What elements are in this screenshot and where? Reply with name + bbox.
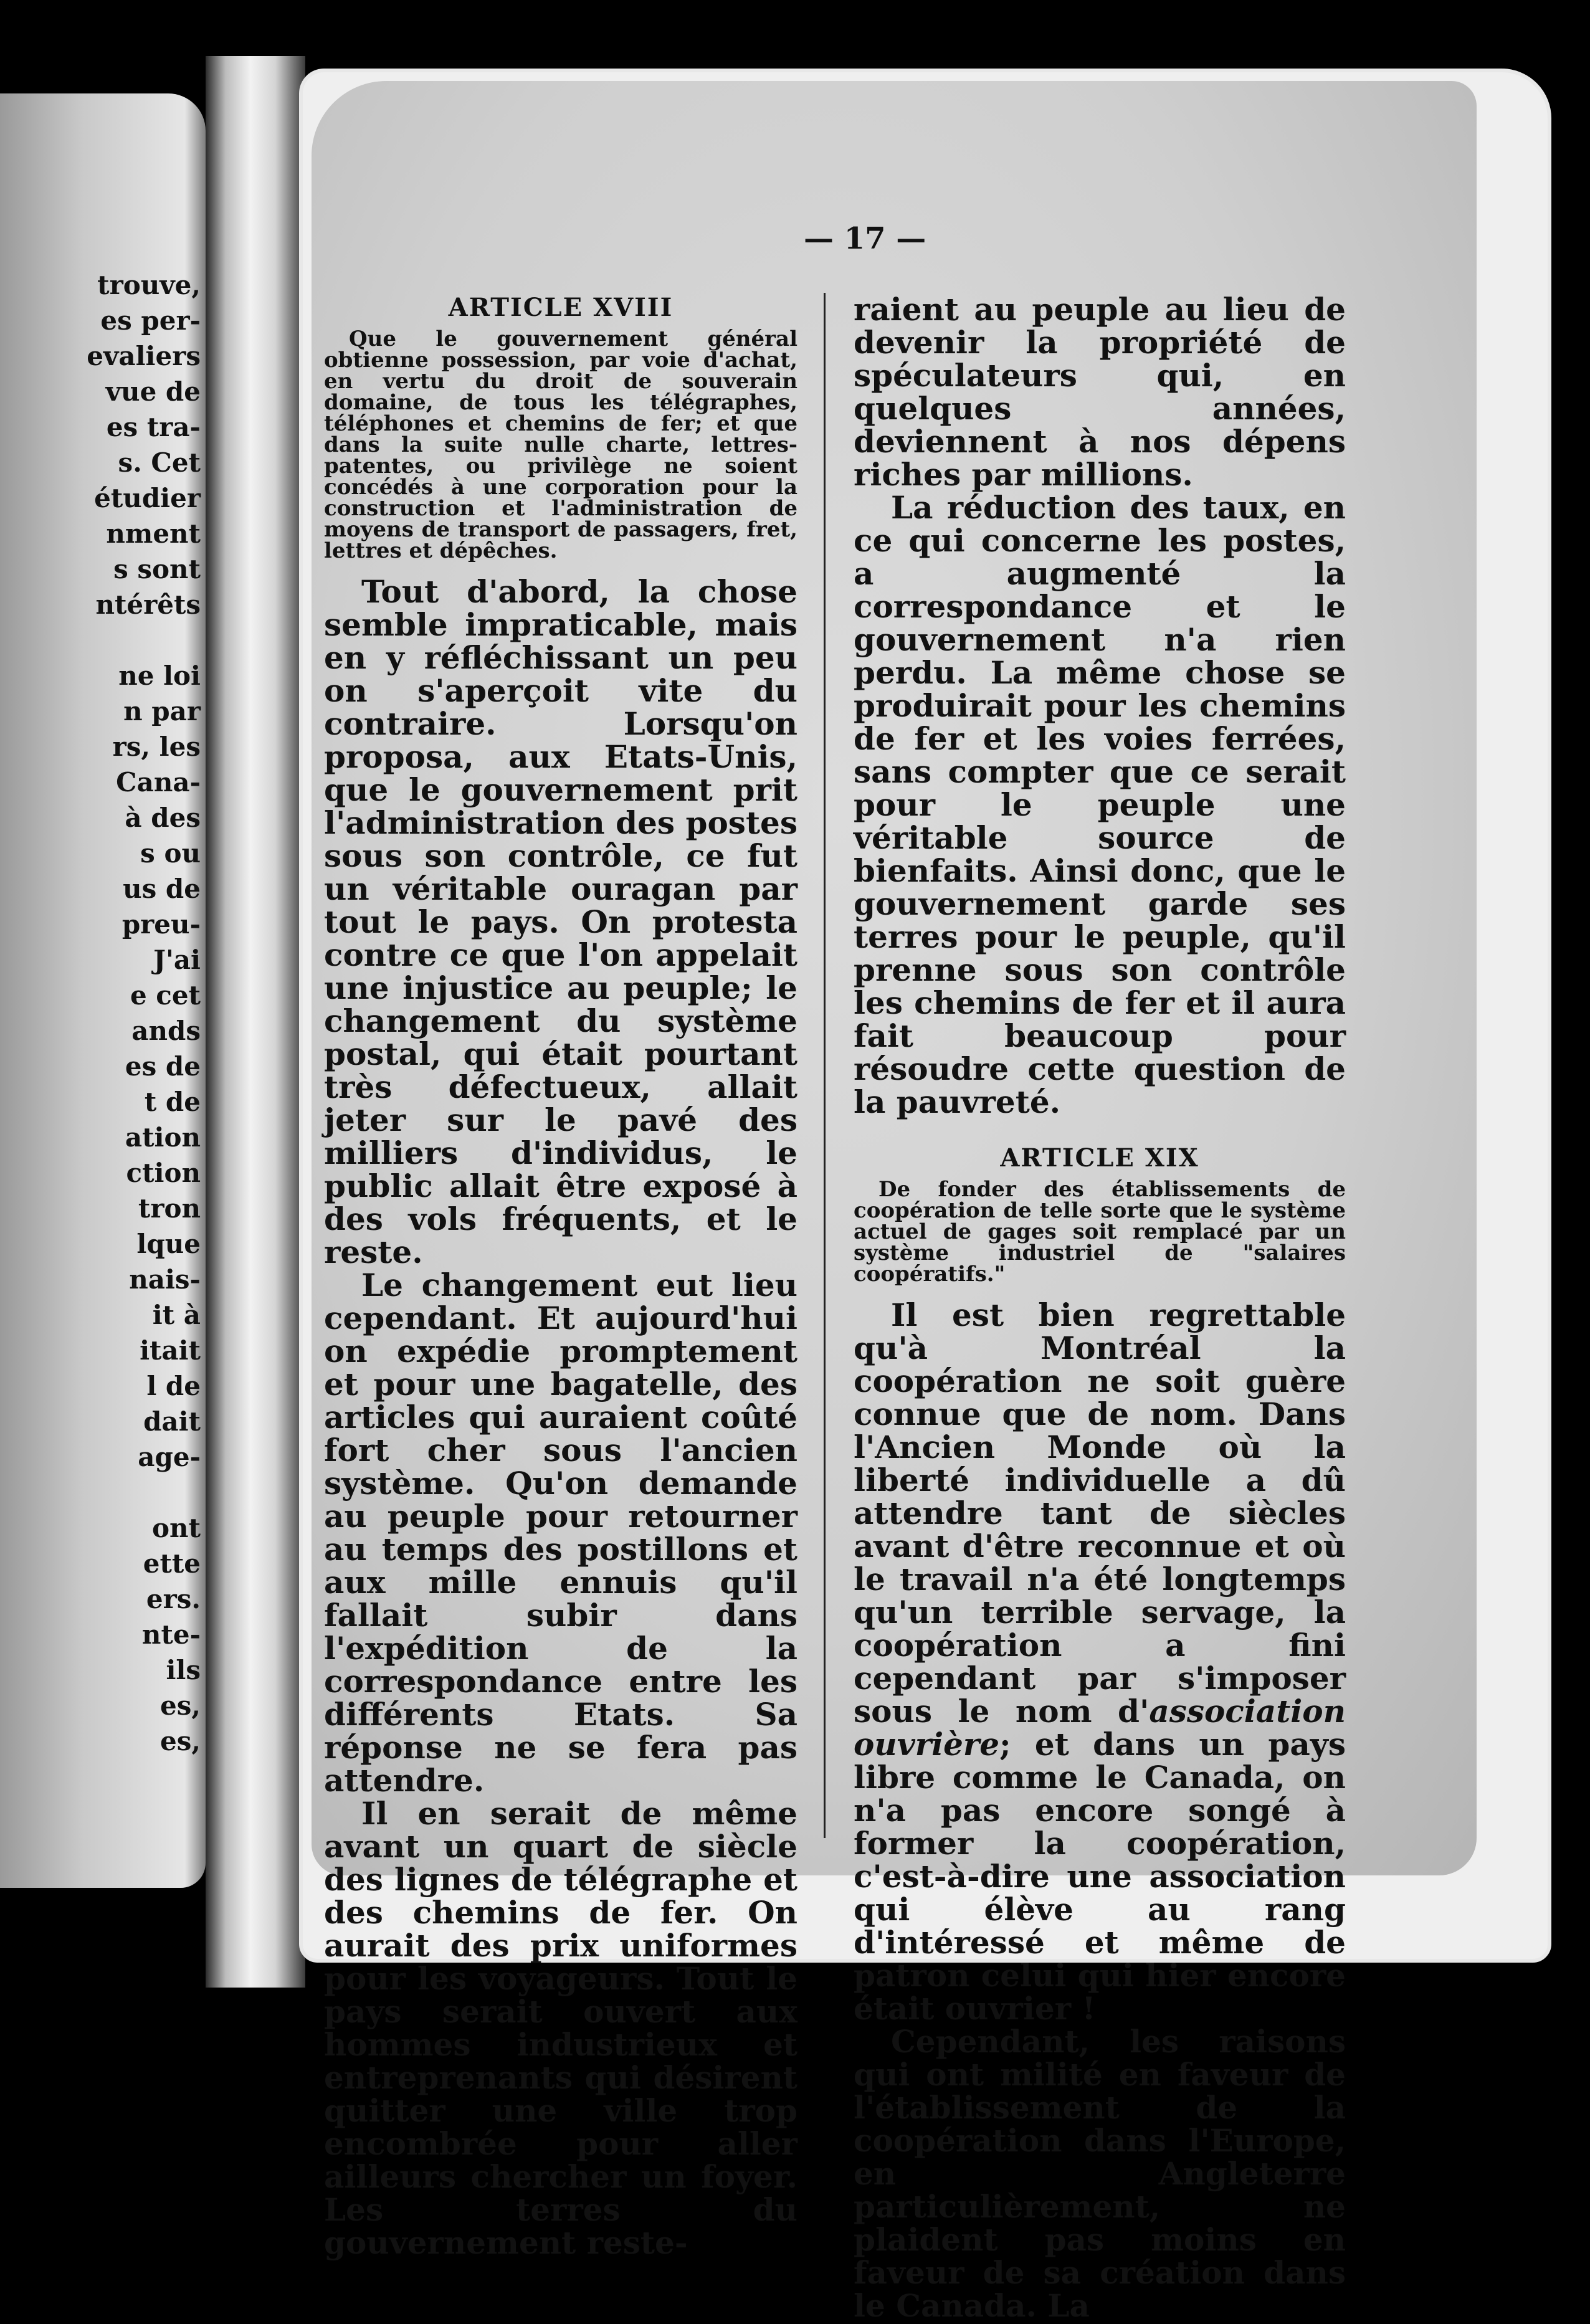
left-page-text-fragment: lque — [136, 1229, 201, 1259]
left-page-text-fragment: ation — [125, 1122, 201, 1153]
left-page-text-fragment: ntérêts — [95, 589, 201, 620]
left-page-text-fragment: es, — [160, 1726, 201, 1756]
left-page-text-fragment: ers. — [146, 1584, 201, 1614]
left-page-text-fragment: nais- — [129, 1264, 201, 1295]
left-page-text-fragment: Cana- — [116, 767, 201, 798]
body-paragraph: Il en serait de même avant un quart de siècle des lignes de télégraphe et des chemins de fer. On aurait des prix uniformes pour les voyageurs. Tout le pays serait ouvert aux hommes industrieux et entreprenants qui désirent quitter une ville trop encombrée pour aller ailleurs chercher un foyer. Les terres du gouvernement reste- — [324, 1795, 797, 2261]
left-page-text-fragment: es per- — [100, 305, 201, 336]
left-page-text-fragment: s sont — [113, 554, 201, 584]
left-page-text-fragment: es tra- — [106, 412, 201, 442]
article-summary: De fonder des établissements de coopération de telle sorte que le système actuel de gages soit remplacé par un système industriel de "salaires coopératifs." — [854, 1177, 1346, 1287]
column-divider — [824, 293, 826, 1838]
left-page-text-fragment: vue de — [105, 376, 201, 407]
left-page-text-fragment: preu- — [121, 909, 201, 940]
left-page-text-fragment: ette — [143, 1548, 201, 1579]
article-heading: ARTICLE XVIII — [448, 293, 674, 322]
left-page-text-fragment: s. Cet — [118, 447, 201, 478]
body-paragraph — [854, 1298, 1346, 2025]
left-page-text-fragment: tron — [138, 1193, 201, 1224]
page-number: — 17 — — [804, 221, 926, 256]
body-paragraph: raient au peuple au lieu de devenir la propriété de spéculateurs qui, en quelques années, deviennent à nos dépens riches par millions. — [854, 291, 1346, 493]
left-page-text-fragment: s ou — [140, 838, 201, 869]
left-page-text-fragment: nte- — [141, 1619, 201, 1650]
left-page-text-fragment: es, — [160, 1690, 201, 1721]
left-page-text-fragment: à des — [125, 802, 201, 833]
left-page-text-fragment: ction — [126, 1158, 201, 1188]
left-page-text-fragment: ne loi — [118, 660, 201, 691]
body-paragraph: Tout d'abord, la chose semble impraticable, mais en y réfléchissant un peu on s'aperçoit vite du contraire. Lorsqu'on proposa, aux Etats-Unis, que le gouvernement prit l'administration des postes sous son contrôle, ce fut un véritable ouragan par tout le pays. On protesta contre ce que l'on appelait une injustice au peuple; le changement du système postal, qui était pourtant très défectueux, allait jeter sur le pavé des milliers d'individus, le public allait être exposé à des vols fréquents, et le reste. — [324, 573, 797, 1270]
body-paragraph: La réduction des taux, en ce qui concerne les postes, a augmenté la correspondance et le gouvernement n'a rien perdu. La même chose se produirait pour les chemins de fer et les voies ferrées, sans compter que ce serait pour le peuple une véritable source de bienfaits. Ainsi donc, que le gouvernement garde ses terres pour le peuple, qu'il prenne sous son contrôle les chemins de fer et il aura fait beaucoup pour résoudre cette question de la pauvreté. — [854, 489, 1346, 1120]
right-column — [854, 293, 1346, 2322]
left-page-text-fragment: e cet — [130, 980, 201, 1011]
left-page-text-fragment: ands — [131, 1016, 201, 1046]
left-page-text-fragment: it à — [152, 1300, 201, 1330]
left-page-text-fragment: ils — [166, 1655, 201, 1685]
left-page-text-fragment: es de — [125, 1051, 201, 1082]
italic-term: association ouvrière — [854, 1693, 1346, 1763]
left-page-text-fragment: trouve, — [97, 270, 201, 300]
left-page-text-fragment: J'ai — [153, 945, 201, 975]
left-page-text-fragment: ont — [152, 1513, 201, 1543]
left-page-text-fragment: us de — [123, 874, 201, 904]
left-page-text-fragment: evaliers — [87, 341, 201, 371]
body-paragraph: Le changement eut lieu cependant. Et aujourd'hui on expédie promptement et pour une bagatelle, des articles qui auraient coûté fort cher sous l'ancien système. Qu'on demande au peuple pour retourner au temps des postillons et aux mille ennuis qu'il fallait subir dans l'expédition de la correspondance entre les différents Etats. Sa réponse ne se fera pas attendre. — [324, 1267, 797, 1799]
book-spine — [206, 56, 305, 1988]
left-page-text-fragment: dait — [143, 1406, 201, 1437]
left-column — [324, 293, 797, 2259]
left-page-text-fragment: nment — [106, 518, 201, 549]
left-page-text-fragment: itait — [140, 1335, 201, 1366]
article-heading: ARTICLE XIX — [1000, 1143, 1199, 1173]
left-page-fragment — [0, 93, 206, 1888]
left-page-text-fragment: l de — [146, 1371, 201, 1401]
left-page-text-fragment: étudier — [94, 483, 201, 513]
left-page-text-fragment: t de — [144, 1087, 201, 1117]
paragraph-text: ; et dans un pays libre comme le Canada, on n'a pas encore songé à former la coopération, c'est-à-dire une association qui élève au rang d'intéressé et même de patron celui qui hier encore était ouvrier ! — [854, 1726, 1346, 2027]
body-paragraph: Cependant, les raisons qui ont milité en faveur de l'établissement de la coopération dans l'Europe, en Angleterre particulièrement, ne plaident pas moins en faveur de sa création dans le Canada. La — [854, 2023, 1346, 2324]
left-page-text-fragment: rs, les — [112, 731, 201, 762]
paragraph-text: Il est bien regrettable qu'à Montréal la coopération ne soit guère connue que de nom. Dans l'Ancien Monde où la liberté individuelle a dû attendre tant de siècles avant d'être reconnue et où le travail n'a été longtemps qu'un terrible servage, la coopération a fini cependant par s'imposer sous le nom d' — [854, 1297, 1346, 1730]
left-page-text-fragment: age- — [138, 1442, 201, 1472]
article-summary: Que le gouvernement général obtienne possession, par voie d'achat, en vertu du droit de souverain domaine, de tous les télégraphes, téléphones et chemins de fer; et que dans la suite nulle charte, lettres-patentes, ou privilège ne soient concédés à une corporation pour la construction et l'administration de moyens de transport de passagers, fret, lettres et dépêches. — [324, 326, 797, 563]
left-page-text-fragment: n par — [123, 696, 201, 726]
